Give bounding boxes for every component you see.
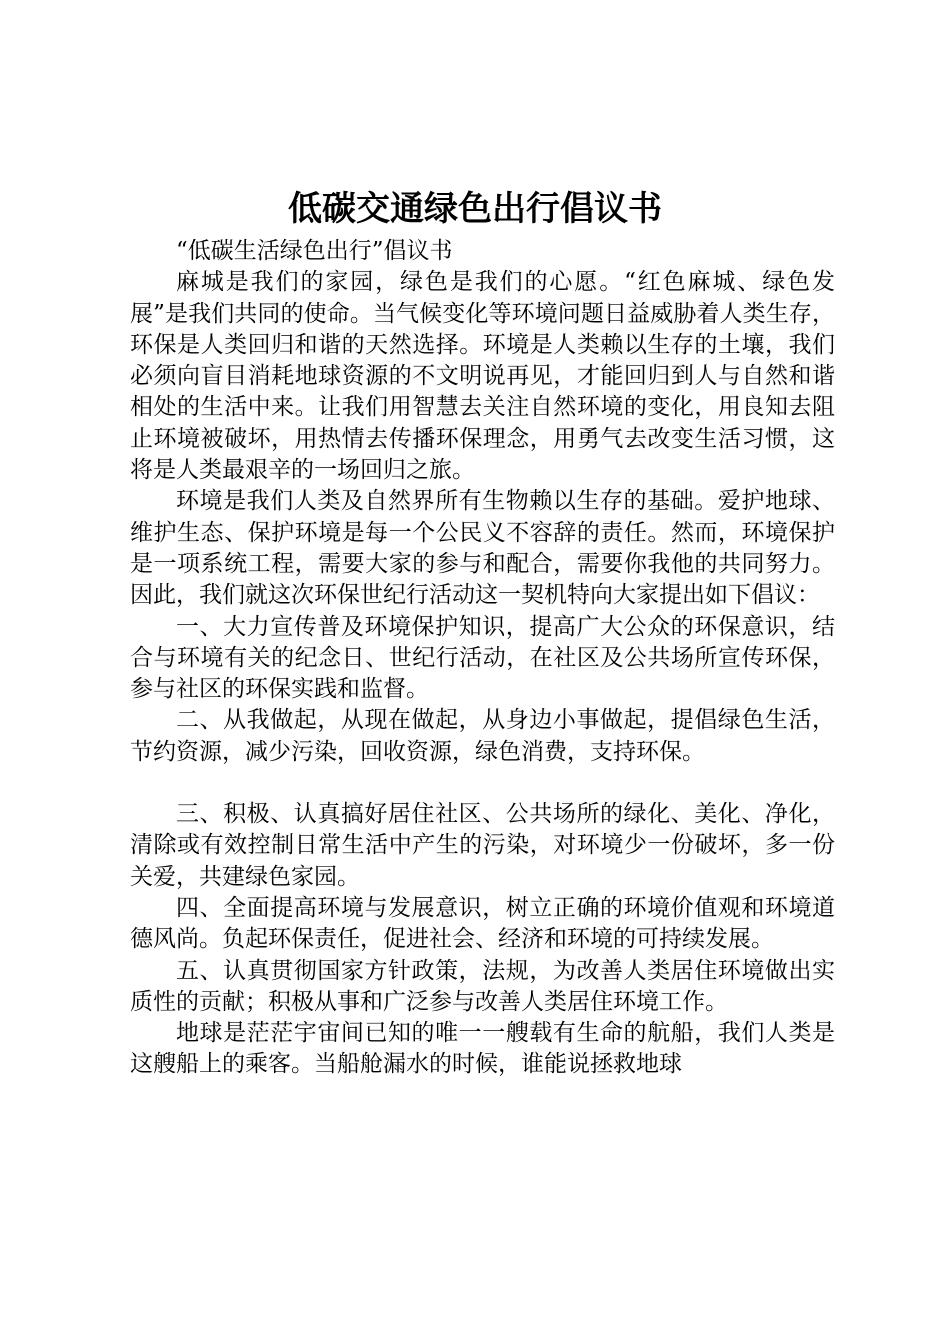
document-body — [130, 236, 835, 1081]
paragraph-closing: 地球是茫茫宇宙间已知的唯一一艘载有生命的航船，我们人类是这艘船上的乘客。当船舱漏水的时候，谁能说拯救地球 — [130, 1020, 835, 1078]
paragraph-proposal-2: 二、从我做起，从现在做起，从身边小事做起，提倡绿色生活，节约资源，减少污染，回收资源，绿色消费，支持环保。 — [130, 707, 835, 765]
document-subtitle: “低碳生活绿色出行”倡议书 — [176, 238, 453, 264]
paragraph-proposal-3: 三、积极、认真搞好居住社区、公共场所的绿化、美化、净化，清除或有效控制日常生活中产生的污染，对环境少一份破坏，多一份关爱，共建绿色家园。 — [130, 801, 835, 890]
paragraph-environment: 环境是我们人类及自然界所有生物赖以生存的基础。爱护地球、维护生态、保护环境是每一个公民义不容辞的责任。然而，环境保护是一项系统工程，需要大家的参与和配合，需要你我他的共同努力。因此，我们就这次环保世纪行活动这一契机特向大家提出如下倡议： — [130, 488, 835, 609]
paragraph-proposal-4: 四、全面提高环境与发展意识，树立正确的环境价值观和环境道德风尚。负起环保责任，促进社会、经济和环境的可持续发展。 — [130, 894, 835, 953]
paragraph-proposal-1: 一、大力宣传普及环境保护知识，提高广大公众的环保意识，结合与环境有关的纪念日、世纪行活动，在社区及公共场所宣传环保，参与社区的环保实践和监督。 — [130, 613, 835, 703]
paragraph-proposal-5: 五、认真贯彻国家方针政策，法规，为改善人类居住环境做出实质性的贡献；积极从事和广泛参与改善人类居住环境工作。 — [130, 957, 835, 1015]
document-title: 低碳交通绿色出行倡议书 — [288, 189, 662, 229]
paragraph-intro: 麻城是我们的家园，绿色是我们的心愿。“红色麻城、绿色发展”是我们共同的使命。当气候变化等环境问题日益威胁着人类生存，环保是人类回归和谐的天然选择。环境是人类赖以生存的土壤，我们必须向盲目消耗地球资源的不文明说再见，才能回归到人与自然和谐相处的生活中来。让我们用智慧去关注自然环境的变化，用良知去阻止环境被破坏，用热情去传播环保理念，用勇气去改变生活习惯，这将是人类最艰辛的一场回归之旅。 — [130, 269, 835, 484]
